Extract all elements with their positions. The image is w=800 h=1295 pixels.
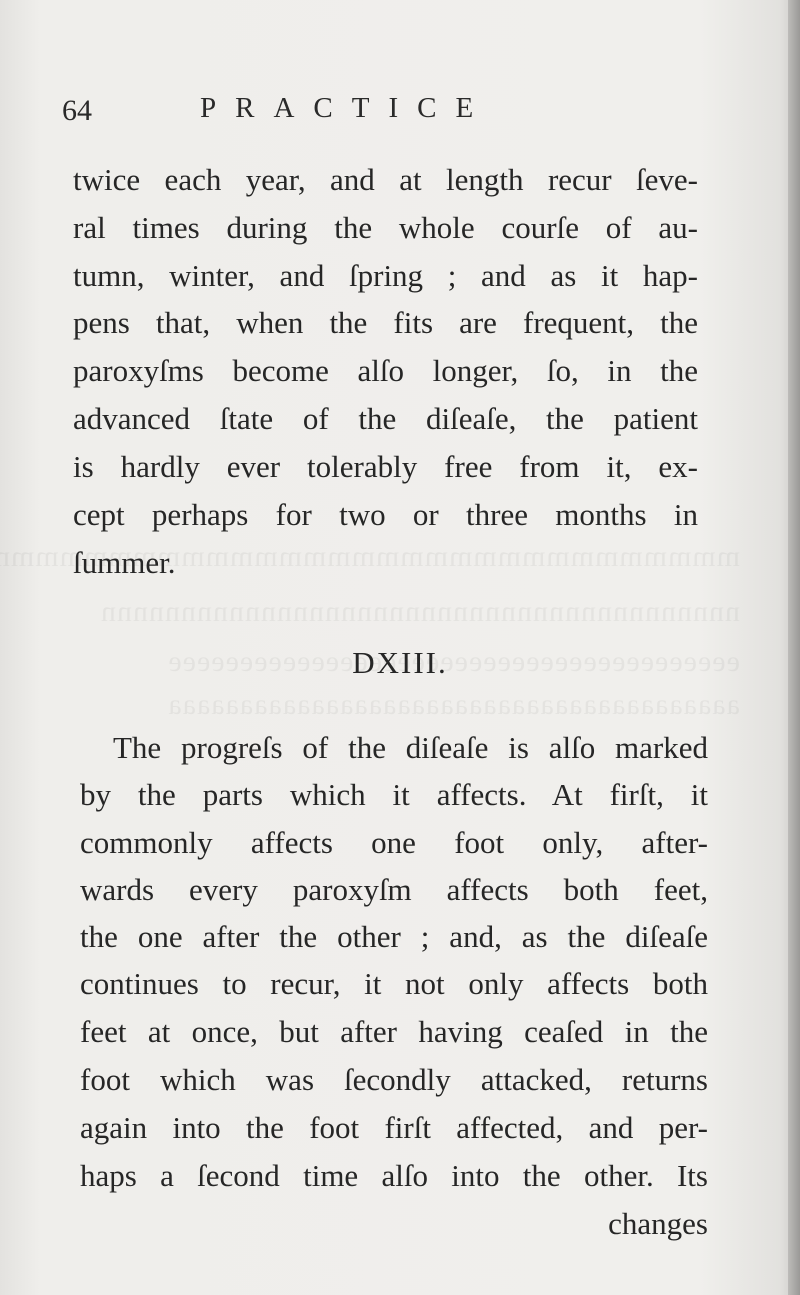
catchword: changes: [608, 1206, 708, 1241]
text-line: commonly affects one foot only, after-: [80, 825, 708, 860]
text-line: by the parts which it affects. At firſt, it: [80, 777, 708, 812]
text-line: again into the foot firſt affected, and per-: [80, 1110, 708, 1145]
show-through-line: [60, 595, 740, 629]
text-line: advanced ſtate of the diſeaſe, the patient: [73, 401, 698, 436]
show-through-line: [60, 688, 740, 722]
text-line: ral times during the whole courſe of au-: [73, 210, 698, 245]
text-line: pens that, when the fits are frequent, the: [73, 305, 698, 340]
text-line: haps a ſecond time alſo into the other. Its: [80, 1158, 708, 1193]
text-line: feet at once, but after having ceaſed in the: [80, 1014, 708, 1049]
text-line: twice each year, and at length recur ſeve-: [73, 162, 698, 197]
text-line: continues to recur, it not only affects both: [80, 966, 708, 1001]
text-line: the one after the other ; and, as the diſeaſe: [80, 919, 708, 954]
text-line: The progreſs of the diſeaſe is alſo marked: [113, 730, 708, 765]
page-edge: [788, 0, 800, 1295]
text-line: wards every paroxyſm affects both feet,: [80, 872, 708, 907]
running-head: PRACTICE: [200, 92, 493, 124]
text-line: cept perhaps for two or three months in: [73, 497, 698, 532]
text-line: paroxyſms become alſo longer, ſo, in the: [73, 353, 698, 388]
page-header: [0, 88, 800, 136]
page-number: 64: [62, 94, 92, 127]
text-line: tumn, winter, and ſpring ; and as it hap-: [73, 258, 698, 293]
section-heading: DXIII.: [352, 645, 448, 680]
text-line: foot which was ſecondly attacked, returns: [80, 1062, 708, 1097]
text-line: is hardly ever tolerably free from it, ex-: [73, 449, 698, 484]
text-line: ſummer.: [73, 545, 176, 580]
